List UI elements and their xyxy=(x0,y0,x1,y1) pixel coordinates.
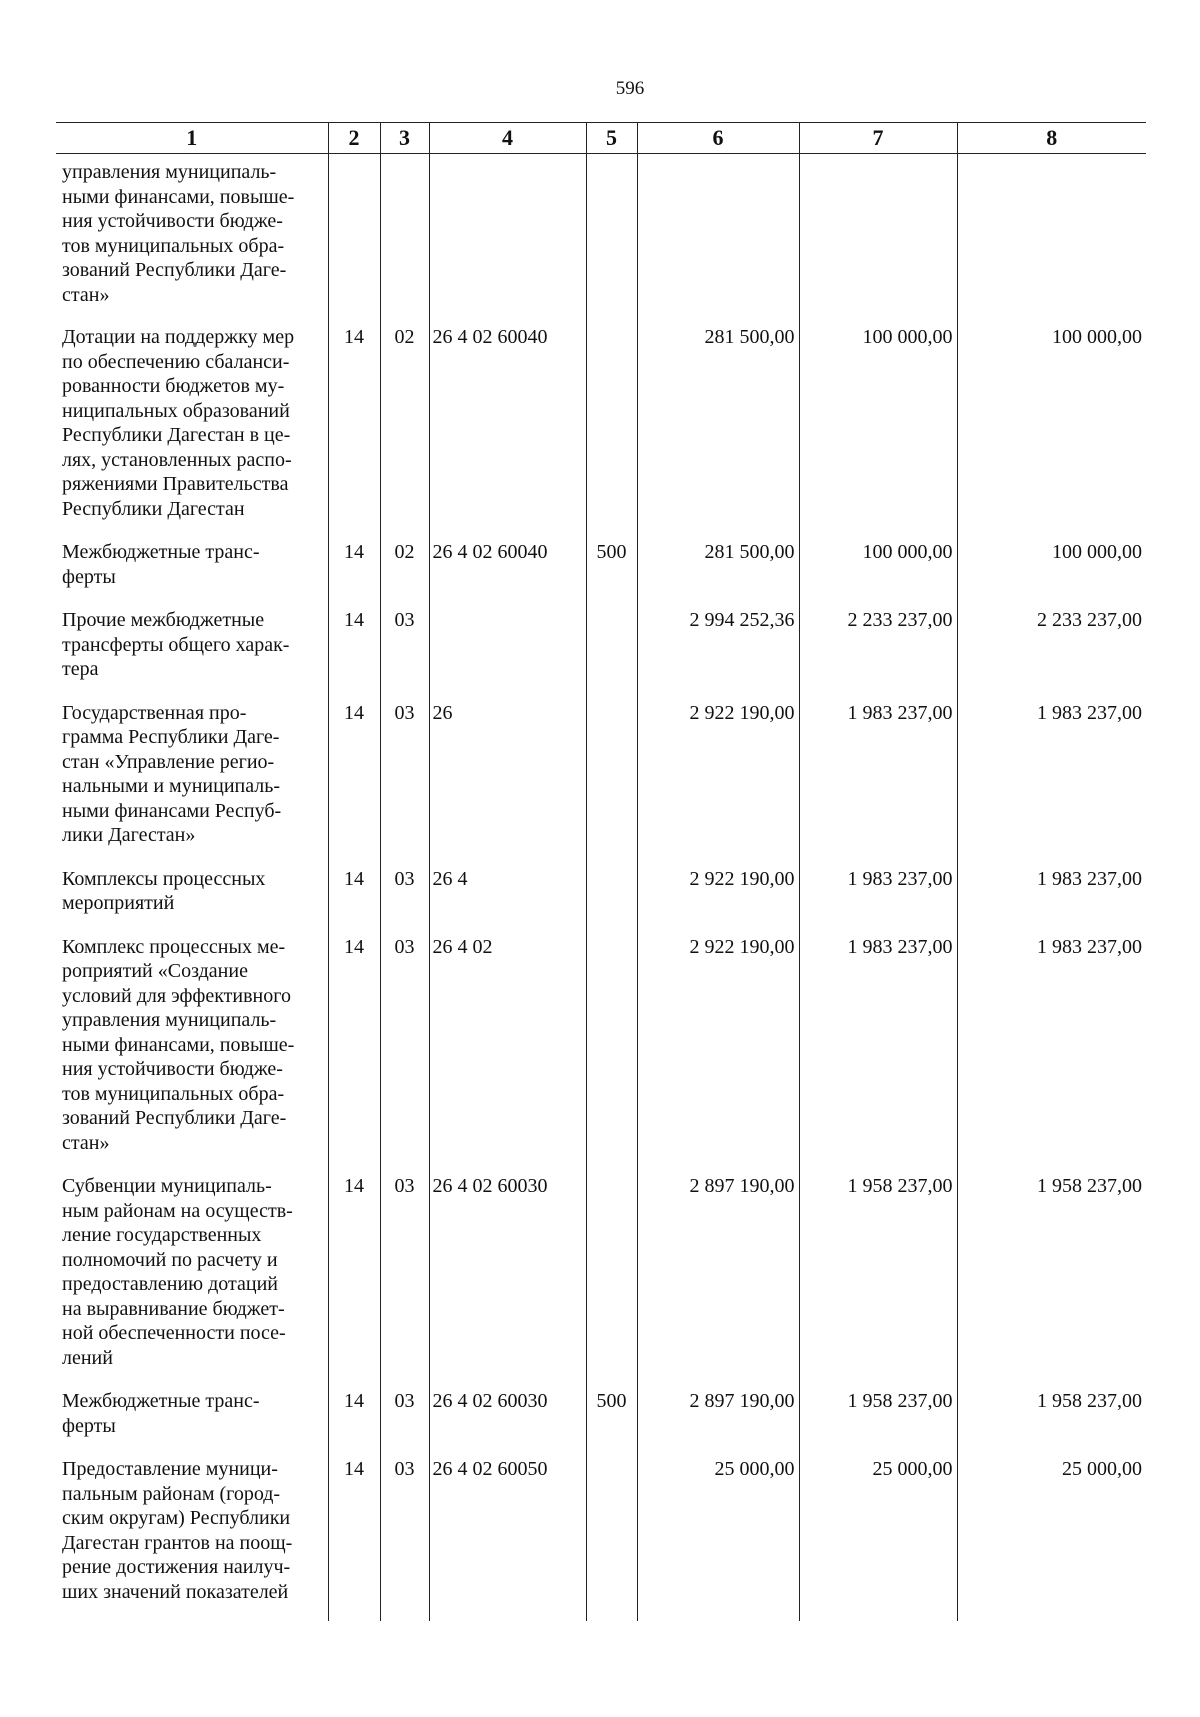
subsection-code-cell: 03 xyxy=(380,1457,429,1621)
amount-col-7-cell: 25 000,00 xyxy=(799,1457,957,1621)
row-name-line: ферты xyxy=(62,1414,116,1437)
row-name-line: ряжениями Правительства xyxy=(62,473,289,495)
target-article-cell: 26 4 02 60040 xyxy=(429,540,586,608)
expense-type-cell xyxy=(586,1457,637,1621)
target-article-cell: 26 4 xyxy=(429,867,586,935)
row-name-line: нальными и муниципаль- xyxy=(62,775,281,797)
amount-col-8-cell: 100 000,00 xyxy=(957,540,1146,608)
header-col-3: 3 xyxy=(380,123,429,154)
header-row xyxy=(56,123,1146,154)
row-name-line: пальным районам (город- xyxy=(62,1482,281,1505)
row-name-line: Дагестан грантов на поощ- xyxy=(62,1531,293,1554)
row-name-line: полномочий по расчету и xyxy=(62,1248,278,1271)
expense-type-cell xyxy=(586,1174,637,1389)
row-name-line: мероприятий xyxy=(62,892,175,914)
table-row xyxy=(56,325,1146,540)
section-code-cell: 14 xyxy=(328,935,380,1175)
subsection-code-cell: 03 xyxy=(380,1174,429,1389)
row-name-line: роприятий «Создание xyxy=(62,960,248,982)
row-name-line: тов муниципальных обра- xyxy=(62,1082,285,1105)
table-row xyxy=(56,1174,1146,1389)
row-name-line: ной обеспеченности посе- xyxy=(62,1322,286,1344)
subsection-code-cell: 02 xyxy=(380,325,429,540)
expense-type-cell: 500 xyxy=(586,540,637,608)
row-name-line: зований Республики Даге- xyxy=(62,1107,287,1129)
table-row xyxy=(56,540,1146,608)
row-name-line: лики Дагестан» xyxy=(62,824,196,846)
target-article-cell: 26 xyxy=(429,701,586,867)
row-name-line: на выравнивание бюджет- xyxy=(62,1297,285,1320)
row-name-line: ших значений показателей xyxy=(62,1580,289,1603)
amount-col-7-cell: 2 233 237,00 xyxy=(799,608,957,701)
row-name-line: Государственная про- xyxy=(62,701,247,724)
target-article-cell: 26 4 02 xyxy=(429,935,586,1175)
amount-col-6-cell: 25 000,00 xyxy=(637,1457,799,1621)
row-name-line: ферты xyxy=(62,565,116,588)
row-name-line: тов муниципальных обра- xyxy=(62,234,285,257)
row-name-line: условий для эффективного xyxy=(62,984,291,1007)
section-code-cell: 14 xyxy=(328,867,380,935)
row-name-line: лях, установленных распо- xyxy=(62,448,292,471)
row-name-line: ными финансами, повыше- xyxy=(62,185,295,208)
table-body xyxy=(56,154,1146,1622)
row-name-line: стан» xyxy=(62,283,110,306)
table-row xyxy=(56,154,1146,326)
amount-col-8-cell: 2 233 237,00 xyxy=(957,608,1146,701)
target-article-cell: 26 4 02 60030 xyxy=(429,1389,586,1457)
row-name-cell xyxy=(56,1174,328,1389)
row-name-line: лений xyxy=(62,1346,113,1369)
subsection-code-cell: 03 xyxy=(380,867,429,935)
section-code-cell: 14 xyxy=(328,701,380,867)
row-name-line: ния устойчивости бюдже- xyxy=(62,1058,283,1080)
budget-table xyxy=(56,122,1146,1621)
amount-col-8-cell: 25 000,00 xyxy=(957,1457,1146,1621)
expense-type-cell xyxy=(586,701,637,867)
row-name-line: Субвенции муниципаль- xyxy=(62,1175,272,1197)
amount-col-7-cell: 1 983 237,00 xyxy=(799,867,957,935)
page-number: 596 xyxy=(615,78,645,99)
section-code-cell: 14 xyxy=(328,1457,380,1621)
amount-col-6-cell: 2 922 190,00 xyxy=(637,701,799,867)
subsection-code-cell: 03 xyxy=(380,1389,429,1457)
amount-col-6-cell: 2 897 190,00 xyxy=(637,1174,799,1389)
amount-col-8-cell: 1 983 237,00 xyxy=(957,935,1146,1175)
row-name-line: Республики Дагестан xyxy=(62,497,245,520)
header-col-8: 8 xyxy=(957,123,1146,154)
table-row xyxy=(56,1457,1146,1621)
table-row xyxy=(56,608,1146,701)
row-name-line: предоставлению дотаций xyxy=(62,1273,278,1295)
amount-col-8-cell xyxy=(957,154,1146,326)
amount-col-6-cell: 2 994 252,36 xyxy=(637,608,799,701)
amount-col-7-cell: 1 958 237,00 xyxy=(799,1174,957,1389)
row-name-line: стан «Управление регио- xyxy=(62,750,275,773)
row-name-line: зований Республики Даге- xyxy=(62,259,287,281)
row-name-cell xyxy=(56,1457,328,1621)
row-name-line: Межбюджетные транс- xyxy=(62,1390,260,1412)
row-name-line: Межбюджетные транс- xyxy=(62,541,260,563)
subsection-code-cell: 03 xyxy=(380,608,429,701)
row-name-line: трансферты общего харак- xyxy=(62,633,290,656)
row-name-line: по обеспечению сбаланси- xyxy=(62,350,290,373)
amount-col-7-cell: 100 000,00 xyxy=(799,325,957,540)
expense-type-cell xyxy=(586,154,637,326)
amount-col-6-cell: 281 500,00 xyxy=(637,540,799,608)
target-article-cell: 26 4 02 60040 xyxy=(429,325,586,540)
section-code-cell: 14 xyxy=(328,608,380,701)
row-name-line: Комплексы процессных xyxy=(62,867,266,890)
header-col-5: 5 xyxy=(586,123,637,154)
row-name-line: ским округам) Республики xyxy=(62,1507,291,1529)
table-row xyxy=(56,867,1146,935)
row-name-cell xyxy=(56,701,328,867)
row-name-line: Предоставление муници- xyxy=(62,1458,278,1480)
table-header xyxy=(56,123,1146,154)
row-name-line: ными финансами Респуб- xyxy=(62,799,282,822)
expense-type-cell xyxy=(586,935,637,1175)
subsection-code-cell xyxy=(380,154,429,326)
expense-type-cell: 500 xyxy=(586,1389,637,1457)
row-name-cell xyxy=(56,1389,328,1457)
row-name-line: управления муниципаль- xyxy=(62,1009,277,1031)
amount-col-8-cell: 1 983 237,00 xyxy=(957,867,1146,935)
table-row xyxy=(56,935,1146,1175)
row-name-line: ниципальных образований xyxy=(62,399,290,422)
expense-type-cell xyxy=(586,867,637,935)
section-code-cell: 14 xyxy=(328,540,380,608)
row-name-line: Прочие межбюджетные xyxy=(62,609,265,631)
row-name-line: ными финансами, повыше- xyxy=(62,1033,295,1056)
amount-col-8-cell: 1 958 237,00 xyxy=(957,1174,1146,1389)
row-name-cell xyxy=(56,325,328,540)
row-name-cell xyxy=(56,867,328,935)
section-code-cell: 14 xyxy=(328,1174,380,1389)
table-row xyxy=(56,701,1146,867)
amount-col-6-cell: 2 922 190,00 xyxy=(637,867,799,935)
target-article-cell xyxy=(429,154,586,326)
row-name-line: Республики Дагестан в це- xyxy=(62,424,291,446)
table-row xyxy=(56,1389,1146,1457)
subsection-code-cell: 02 xyxy=(380,540,429,608)
amount-col-6-cell: 281 500,00 xyxy=(637,325,799,540)
row-name-line: стан» xyxy=(62,1131,110,1154)
header-col-7: 7 xyxy=(799,123,957,154)
row-name-cell xyxy=(56,935,328,1175)
section-code-cell xyxy=(328,154,380,326)
amount-col-7-cell: 1 958 237,00 xyxy=(799,1389,957,1457)
amount-col-6-cell xyxy=(637,154,799,326)
row-name-line: управления муниципаль- xyxy=(62,161,277,183)
row-name-line: тера xyxy=(62,658,99,680)
header-col-4: 4 xyxy=(429,123,586,154)
header-col-1: 1 xyxy=(56,123,328,154)
row-name-line: ным районам на осуществ- xyxy=(62,1199,293,1222)
amount-col-8-cell: 100 000,00 xyxy=(957,325,1146,540)
expense-type-cell xyxy=(586,325,637,540)
row-name-cell xyxy=(56,540,328,608)
subsection-code-cell: 03 xyxy=(380,935,429,1175)
target-article-cell xyxy=(429,608,586,701)
row-name-line: рованности бюджетов му- xyxy=(62,375,285,397)
row-name-line: ление государственных xyxy=(62,1224,262,1246)
header-col-6: 6 xyxy=(637,123,799,154)
amount-col-7-cell: 1 983 237,00 xyxy=(799,701,957,867)
amount-col-7-cell xyxy=(799,154,957,326)
row-name-line: Комплекс процессных ме- xyxy=(62,935,286,958)
row-name-line: рение достижения наилуч- xyxy=(62,1556,291,1578)
row-name-line: ния устойчивости бюдже- xyxy=(62,210,283,232)
amount-col-8-cell: 1 958 237,00 xyxy=(957,1389,1146,1457)
row-name-cell xyxy=(56,154,328,326)
row-name-cell xyxy=(56,608,328,701)
amount-col-7-cell: 100 000,00 xyxy=(799,540,957,608)
subsection-code-cell: 03 xyxy=(380,701,429,867)
amount-col-8-cell: 1 983 237,00 xyxy=(957,701,1146,867)
expense-type-cell xyxy=(586,608,637,701)
amount-col-6-cell: 2 897 190,00 xyxy=(637,1389,799,1457)
row-name-line: грамма Республики Даге- xyxy=(62,726,280,748)
section-code-cell: 14 xyxy=(328,325,380,540)
row-name-line: Дотации на поддержку мер xyxy=(62,326,295,348)
target-article-cell: 26 4 02 60050 xyxy=(429,1457,586,1621)
amount-col-6-cell: 2 922 190,00 xyxy=(637,935,799,1175)
target-article-cell: 26 4 02 60030 xyxy=(429,1174,586,1389)
amount-col-7-cell: 1 983 237,00 xyxy=(799,935,957,1175)
header-col-2: 2 xyxy=(328,123,380,154)
section-code-cell: 14 xyxy=(328,1389,380,1457)
budget-table-container xyxy=(56,122,1146,1621)
